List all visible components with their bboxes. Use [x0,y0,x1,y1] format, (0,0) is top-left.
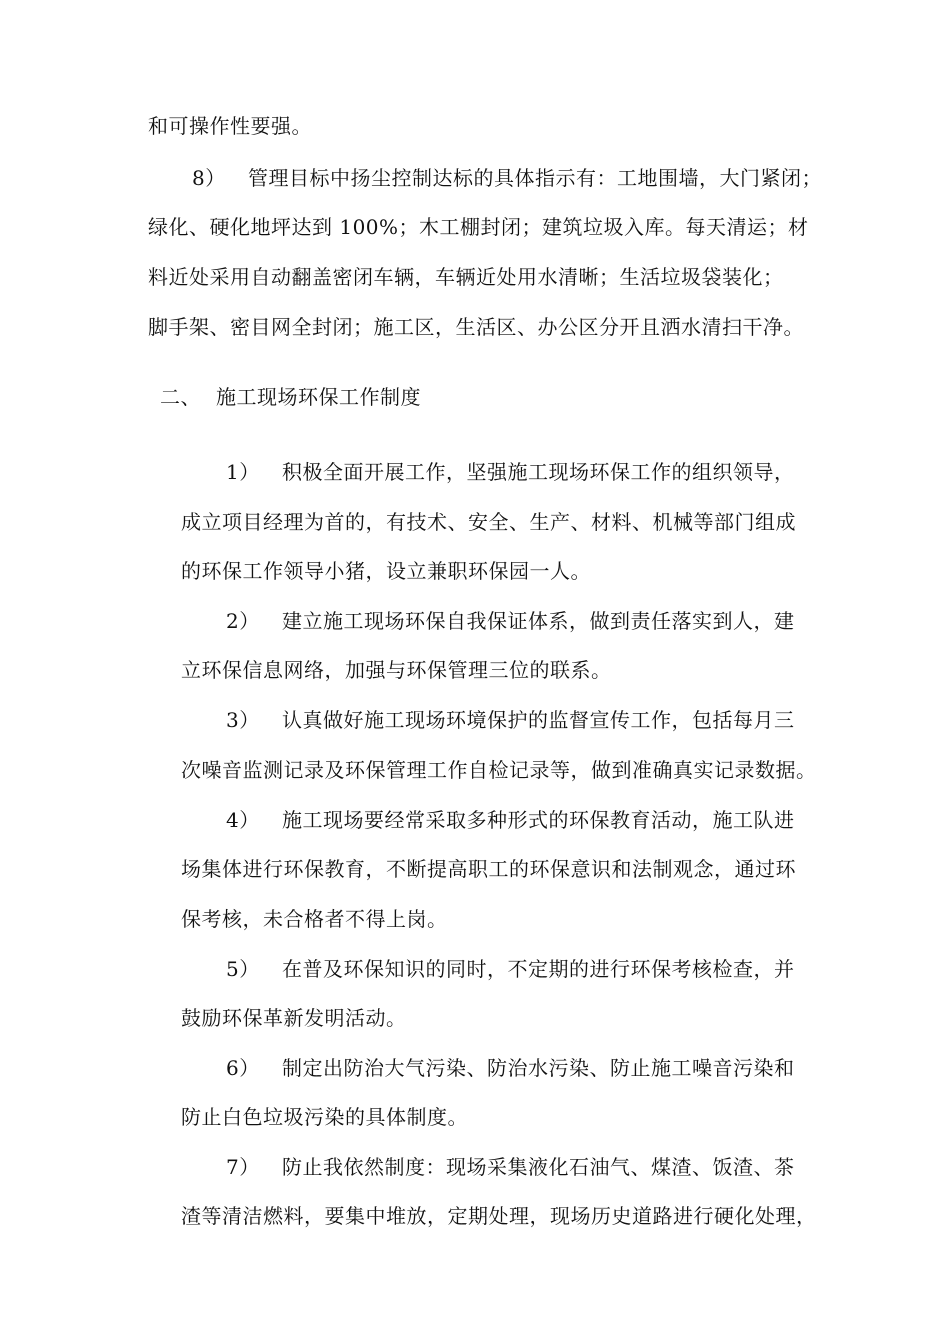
item-1-text: 积极全面开展工作，坚强施工现场环保工作的组织领导， [282,460,795,484]
item-5-line-1 [226,957,795,981]
item-8-number: 8） [192,166,226,190]
continuation-text: 和可操作性要强。 [148,114,312,138]
item-1-line-3: 的环保工作领导小猪，设立兼职环保园一人。 [181,559,591,583]
item-4-number: 4） [226,808,260,832]
item-3-line-2: 次噪音监测记录及环保管理工作自检记录等，做到准确真实记录数据。 [181,758,817,782]
item-8-line-2: 绿化、硬化地坪达到 100%；木工棚封闭；建筑垃圾入库。每天清运；材 [148,215,809,239]
item-5-text: 在普及环保知识的同时，不定期的进行环保考核检查，并 [282,957,795,981]
item-3-line-1 [226,708,795,732]
section-title: 施工现场环保工作制度 [216,385,421,409]
item-2-line-1 [226,609,795,633]
item-4-line-1 [226,808,795,832]
item-1-line-1 [226,460,795,484]
item-6-line-1 [226,1056,795,1080]
item-6-text: 制定出防治大气污染、防治水污染、防止施工噪音污染和 [282,1056,795,1080]
item-7-text: 防止我依然制度：现场采集液化石油气、煤渣、饭渣、茶 [282,1155,795,1179]
item-7-line-2: 渣等清洁燃料，要集中堆放，定期处理，现场历史道路进行硬化处理， [181,1204,817,1228]
section-number: 二、 [160,385,201,409]
item-8-line-3: 料近处采用自动翻盖密闭车辆，车辆近处用水清晰；生活垃圾袋装化； [148,265,784,289]
item-4-line-2: 场集体进行环保教育，不断提高职工的环保意识和法制观念，通过环 [181,857,796,881]
item-3-text: 认真做好施工现场环境保护的监督宣传工作，包括每月三 [282,708,795,732]
item-3-number: 3） [226,708,260,732]
item-8-text: 管理目标中扬尘控制达标的具体指示有：工地围墙，大门紧闭； [248,166,822,190]
item-4-text: 施工现场要经常采取多种形式的环保教育活动，施工队进 [282,808,795,832]
item-1-line-2: 成立项目经理为首的，有技术、安全、生产、材料、机械等部门组成 [181,510,796,534]
item-2-number: 2） [226,609,260,633]
item-5-number: 5） [226,957,260,981]
item-2-line-2: 立环保信息网络，加强与环保管理三位的联系。 [181,658,612,682]
item-5-line-2: 鼓励环保革新发明活动。 [181,1006,407,1030]
item-4-line-3: 保考核，未合格者不得上岗。 [181,907,448,931]
item-7-number: 7） [226,1155,260,1179]
section-heading [160,385,421,409]
item-7-line-1 [226,1155,795,1179]
item-6-line-2: 防止白色垃圾污染的具体制度。 [181,1105,468,1129]
item-8-line-1 [192,166,822,190]
item-1-number: 1） [226,460,260,484]
item-6-number: 6） [226,1056,260,1080]
item-8-line-4: 脚手架、密目网全封闭；施工区，生活区、办公区分开且洒水清扫干净。 [148,315,804,339]
item-2-text: 建立施工现场环保自我保证体系，做到责任落实到人，建 [282,609,795,633]
